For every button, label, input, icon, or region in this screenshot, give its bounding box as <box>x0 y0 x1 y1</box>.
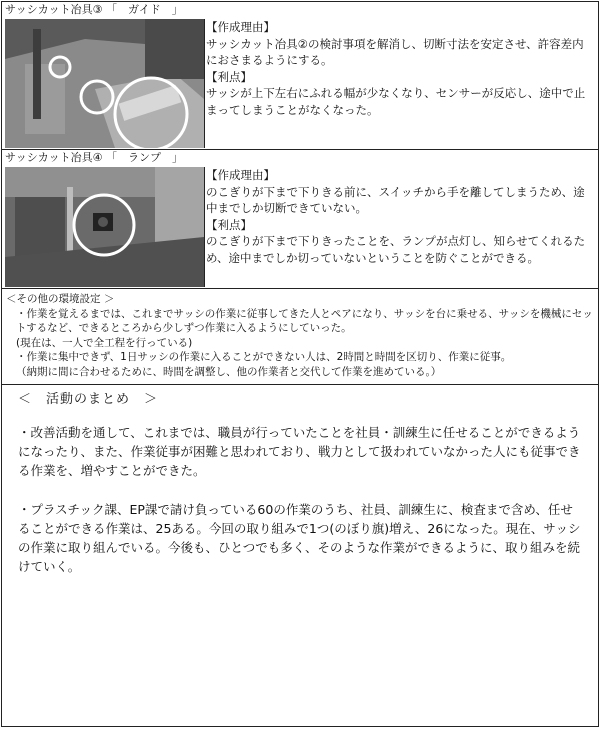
lamp-reason-heading: 【作成理由】 <box>206 168 275 182</box>
summary-paragraph-1: ・改善活動を通して、これまでは、職員が行っていたことを社員・訓練生に任せることができるようになったり、また、作業従事が困難と思われており、戦力として扱われていなかった人にも従事できる作業を、増やすことができた。 <box>18 425 581 478</box>
environment-item-2-note: （納期に間に合わせるために、時間を調整し、他の作業者と交代して作業を進めている。） <box>16 365 442 378</box>
lamp-reason-text: のこぎりが下まで下りきる前に、スイッチから手を離してしまうため、途中までしか切断できていない。 <box>206 184 585 215</box>
summary-section <box>18 390 584 596</box>
environment-text <box>6 292 594 379</box>
section-lamp-text <box>206 167 594 266</box>
guide-benefit-heading: 【利点】 <box>206 69 252 84</box>
summary-paragraph-2: ・プラスチック課、EP課で請け負っている60の作業のうち、社員、訓練生に、検査まで含め、任せることができる作業は、25ある。今回の取り組みで1つ(のぼり旗)増え、26になった。現在、サッシの作業に取り組んでいる。今後も、ひとつでも多く、そのような作業ができるように、取り組みを続けていく。 <box>18 502 581 574</box>
document-page <box>1 1 599 727</box>
environment-item-2: ・作業に集中できず、1日サッシの作業に入ることができない人は、2時間と時間を区切り、作業に従事。 <box>16 351 512 363</box>
section-guide-text <box>206 19 594 118</box>
guide-benefit-text: サッシが上下左右にふれる幅が少なくなり、センサーが反応し、途中で止まってしまうことがなくなった。 <box>206 86 586 117</box>
guide-reason-text: サッシカット冶具②の検討事項を解消し、切断寸法を安定させ、許容差内におさまるようにする。 <box>206 36 584 67</box>
summary-heading: ＜ 活動のまとめ ＞ <box>18 392 159 407</box>
lamp-photo-image <box>5 167 204 287</box>
lamp-photo <box>5 167 205 287</box>
guide-reason-heading: 【作成理由】 <box>206 20 275 34</box>
lamp-benefit-text: のこぎりが下まで下りきったことを、ランプが点灯し、知らせてくれるため、途中までしか切っていないということを防ぐことができる。 <box>206 234 586 265</box>
environment-item-1-note: (現在は、一人で全工程を行っている) <box>16 336 193 349</box>
environment-heading: ＜その他の環境設定 ＞ <box>6 293 115 305</box>
section-lamp <box>2 150 598 289</box>
section-guide-caption: サッシカット冶具③ 「 ガイド 」 <box>5 3 183 16</box>
lamp-benefit-heading: 【利点】 <box>206 217 252 232</box>
guide-photo <box>5 19 205 148</box>
section-guide <box>2 2 598 150</box>
section-lamp-caption: サッシカット冶具④ 「 ランプ 」 <box>5 151 184 164</box>
environment-item-1: ・作業を覚えるまでは、これまでサッシの作業に従事してきた人とペアになり、サッシを台に乗せる、サッシを機械にセットするなど、できるところから少しずつ作業に入るようにしていった。 <box>16 307 593 334</box>
guide-photo-image <box>5 19 204 148</box>
